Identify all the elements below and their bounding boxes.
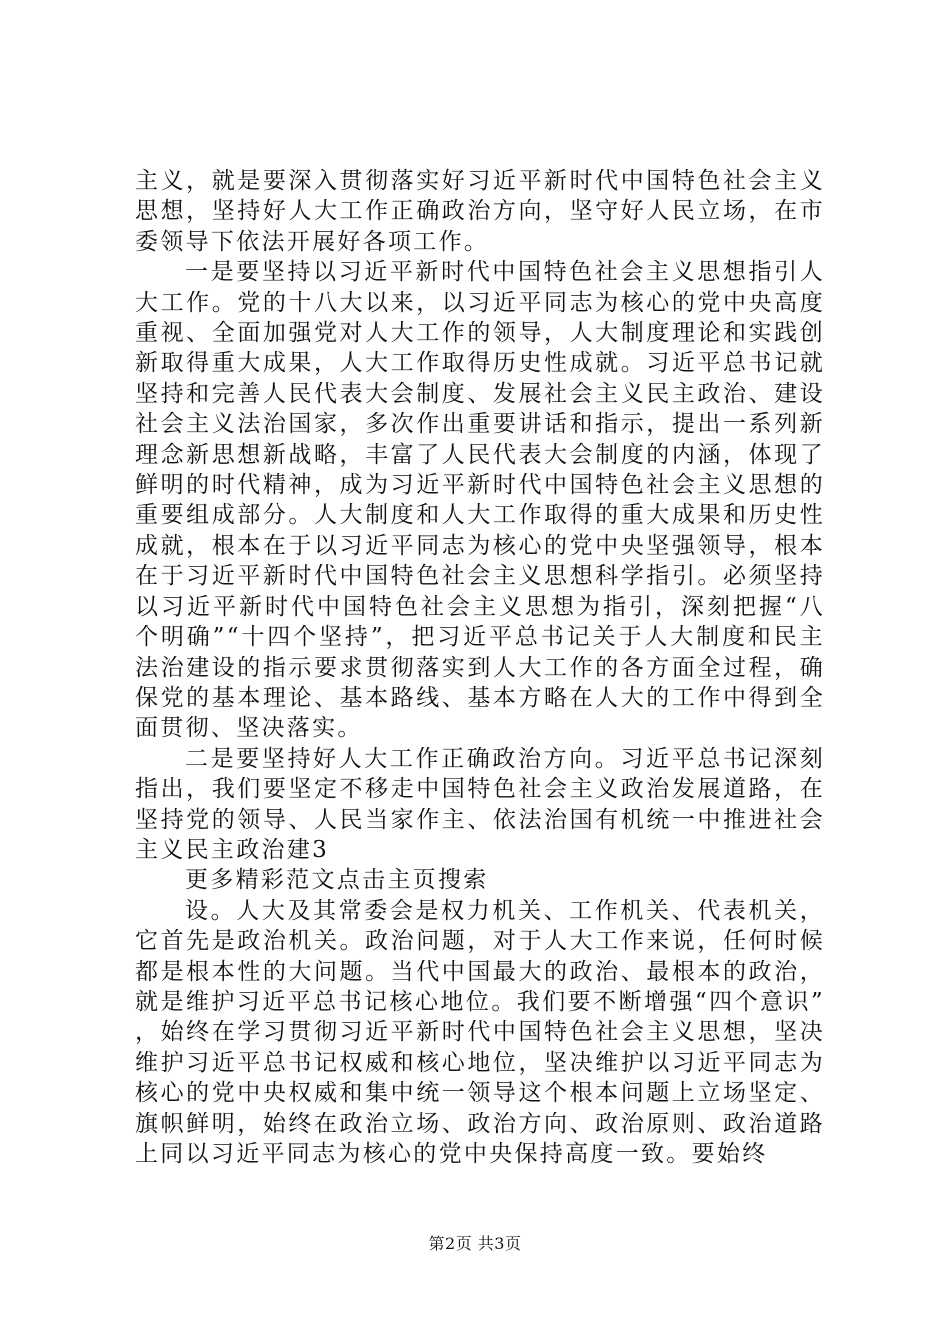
paragraph-point-one: 一是要坚持以习近平新时代中国特色社会主义思想指引人大工作。党的十八大以来，以习近平同志为核心的党中央高度重视、全面加强党对人大工作的领导，人大制度理论和实践创新取得重大成果，人大工作取得历史性成就。习近平总书记就坚持和完善人民代表大会制度、发展社会主义民主政治、建设社会主义法治国家，多次作出重要讲话和指示，提出一系列新理念新思想新战略，丰富了人民代表大会制度的内涵，体现了鲜明的时代精神，成为习近平新时代中国特色社会主义思想的重要组成部分。人大制度和人大工作取得的重大成果和历史性成就，根本在于以习近平同志为核心的党中央坚强领导，根本在于习近平新时代中国特色社会主义思想科学指引。必须坚持以习近平新时代中国特色社会主义思想为指引，深刻把握“八个明确”“十四个坚持”，把习近平总书记关于人大制度和民主法治建设的指示要求贯彻落实到人大工作的各方面全过程，确保党的基本理论、基本路线、基本方略在人大的工作中得到全面贯彻、坚决落实。 [135, 259, 825, 742]
page-footer: 第2页 共3页 [428, 1234, 522, 1253]
promo-line: 更多精彩范文点击主页搜索 [185, 867, 489, 894]
paragraph-point-two: 二是要坚持好人大工作正确政治方向。习近平总书记深刻指出，我们要坚定不移走中国特色社会主义政治发展道路，在坚持党的领导、人民当家作主、依法治国有机统一中推进社会主义民主政治建3 [135, 745, 825, 863]
document-body [135, 166, 825, 1169]
paragraph-continued: 设。人大及其常委会是权力机关、工作机关、代表机关，它首先是政治机关。政治问题，对于人大工作来说，任何时候都是根本性的大问题。当代中国最大的政治、最根本的政治，就是维护习近平总书记核心地位。我们要不断增强“四个意识”，始终在学习贯彻习近平新时代中国特色社会主义思想，坚决维护习近平总书记权威和核心地位，坚决维护以习近平同志为核心的党中央权威和集中统一领导这个根本问题上立场坚定、旗帜鲜明，始终在政治立场、政治方向、政治原则、政治道路上同以习近平同志为核心的党中央保持高度一致。要始终 [135, 897, 825, 1167]
paragraph-continuation: 主义，就是要深入贯彻落实好习近平新时代中国特色社会主义思想，坚持好人大工作正确政治方向，坚守好人民立场，在市委领导下依法开展好各项工作。 [135, 168, 825, 255]
